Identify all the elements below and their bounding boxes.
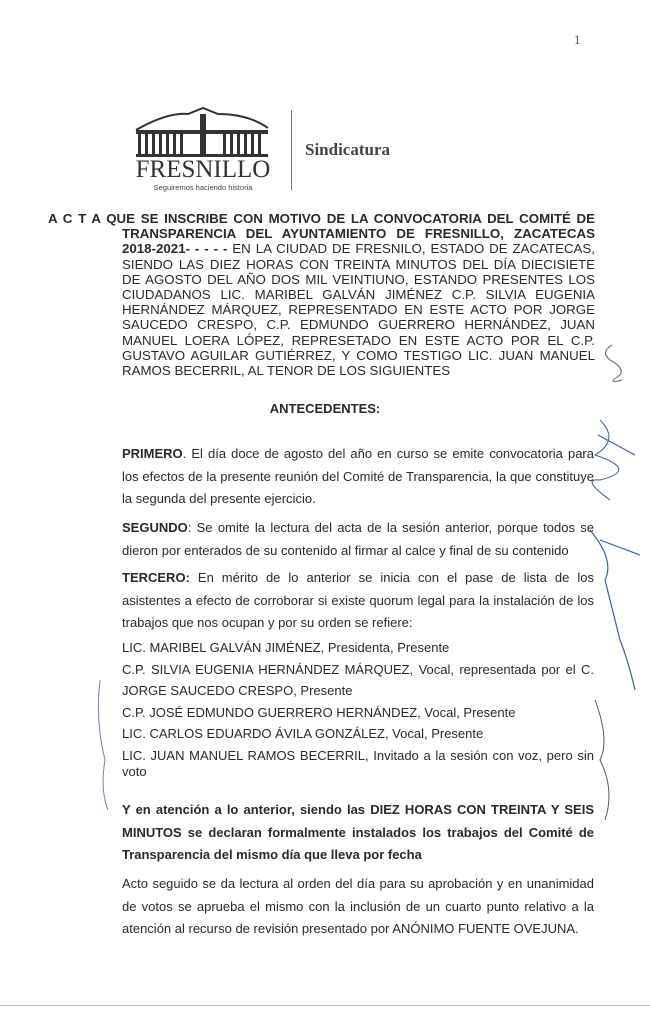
attendee-item: C.P. JOSÉ EDMUNDO GUERRERO HERNÁNDEZ, Vocal, Presente bbox=[122, 704, 516, 720]
tercero-text: En mérito de lo anterior se inicia con el pase de lista de los asistentes a efecto de corroborar si existe quorum legal para la instalación de los trabajos que nos ocupan y por su orden se refiere: bbox=[122, 570, 594, 631]
department-name: Sindicatura bbox=[305, 140, 391, 159]
attendee-item: LIC. MARIBEL GALVÁN JIMÉNEZ, Presidenta, Presente bbox=[122, 640, 450, 655]
instalacion-paragraph bbox=[122, 799, 594, 867]
primero-paragraph bbox=[122, 443, 594, 511]
svg-text:FRESNILLO: FRESNILLO bbox=[135, 156, 271, 183]
antecedentes-heading: ANTECEDENTES: bbox=[269, 401, 381, 416]
segundo-label: SEGUNDO bbox=[122, 520, 188, 535]
tercero-label: TERCERO: bbox=[122, 570, 190, 585]
instalacion-text-c: se declaran formalmente instalados los trabajos del Comité de Transparencia del mismo día que lleva por fecha bbox=[122, 824, 594, 862]
page-bottom-edge bbox=[0, 1005, 650, 1006]
acta-intro bbox=[48, 211, 595, 379]
header-divider bbox=[291, 110, 292, 190]
fresnillo-logo bbox=[128, 104, 278, 194]
svg-text:Seguiremos haciendo historia: Seguiremos haciendo historia bbox=[153, 183, 253, 192]
attendee-item: C.P. SILVIA EUGENIA HERNÁNDEZ MÁRQUEZ, Vocal, representada por el C. JORGE SAUCEDO CRESPO, Presente bbox=[122, 661, 594, 699]
tercero-paragraph bbox=[122, 567, 594, 635]
primero-text: . El día doce de agosto del año en curso se emite convocatoria para los efectos de la presente reunión del Comité de Transparencia, la que constituye la segunda del presente ejercicio. bbox=[122, 446, 594, 507]
acto-seguido-paragraph: Acto seguido se da lectura al orden del día para su aprobación y en unanimidad de votos se aprueba el mismo con la inclusión de un cuarto punto relativo a la atención al recurso de revisión presentado por ANÓNIMO FUENTE OVEJUNA. bbox=[122, 876, 594, 937]
page-number: 1 bbox=[574, 32, 581, 47]
attendee-item: LIC. CARLOS EDUARDO ÁVILA GONZÁLEZ, Vocal, Presente bbox=[122, 726, 484, 742]
acta-lead: A C T A QUE SE INSCRIBE CON MOTIVO DE LA CONVOCATORIA DEL COMITÉ DE TRANSPARENCIA DEL AYUNTAMIENTO DE FRESNILLO, ZACATECAS 2018-2021- - - - - bbox=[48, 211, 595, 257]
primero-label: PRIMERO bbox=[122, 446, 183, 461]
segundo-text: : Se omite la lectura del acta de la sesión anterior, porque todos se dieron por enterados de su contenido al firmar al calce y final de su contenido bbox=[122, 520, 594, 558]
attendee-list bbox=[122, 637, 594, 780]
attendee-item: LIC. JUAN MANUEL RAMOS BECERRIL, Invitado a la sesión con voz, pero sin voto bbox=[122, 747, 594, 779]
segundo-paragraph bbox=[122, 517, 594, 562]
instalacion-text-a: Y en atención a lo anterior, siendo las bbox=[122, 802, 371, 817]
acta-body: EN LA CIUDAD DE FRESNILO, ESTADO DE ZACATECAS, SIENDO LAS DIEZ HORAS CON TREINTA MINUTOS DEL DÍA DIECISIETE DE AGOSTO DEL AÑO DOS MIL VEINTIUNO, ESTANDO PRESENTES LOS CIUDADANOS LIC. MARIBEL GALVÁN JIMÉNEZ C.P. SILVIA EUGENIA HERNÁNDEZ MÁRQUEZ, REPRESENTADO EN ESTE ACTO POR JORGE SAUCEDO CRESPO, C.P. EDMUNDO GUERRERO HERNÁNDEZ, JUAN MANUEL LOERA LÓPEZ, REPRESETADO EN ESTE ACTO POR EL C.P. GUSTAVO AGUILAR GUTIÉRREZ, Y COMO TESTIGO LIC. JUAN MANUEL RAMOS BECERRIL, AL TENOR DE LOS SIGUIENTES bbox=[122, 241, 595, 379]
instalacion-time: DIEZ HORAS CON TREINTA Y SEIS MINUTOS bbox=[122, 802, 595, 840]
